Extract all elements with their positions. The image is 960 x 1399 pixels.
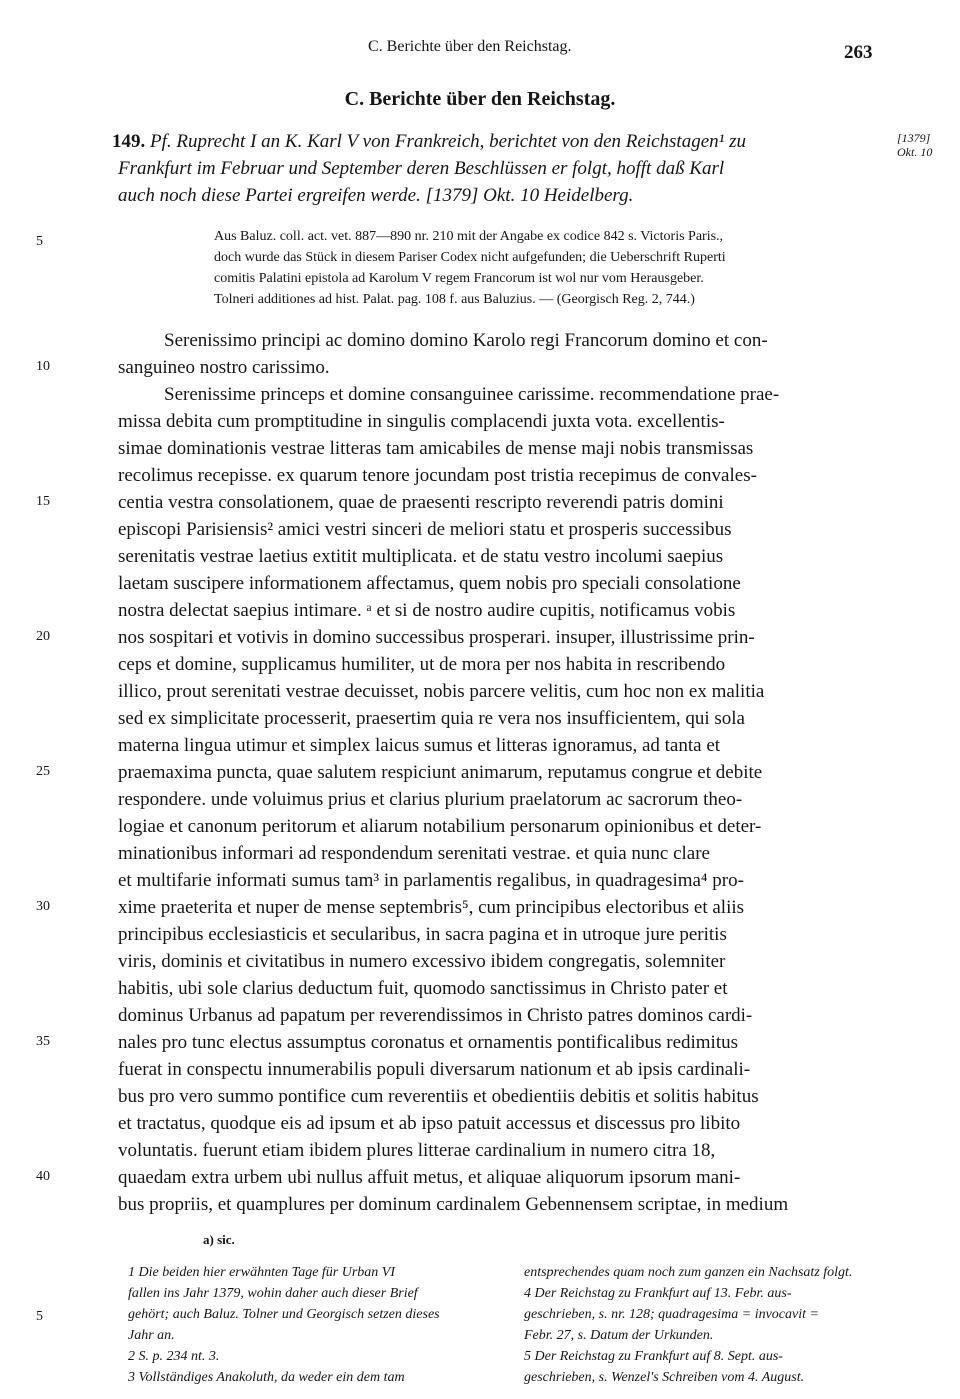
margin-date-day: Okt. 10 (897, 145, 933, 159)
footnote-line: 2 S. p. 234 nt. 3. (128, 1349, 220, 1364)
line-number: 10 (36, 359, 50, 374)
body-line: illico, prout serenitati vestrae decuisset, nobis parcere velitis, cum hoc non ex malitia (118, 681, 765, 702)
footnote-line: Febr. 27, s. Datum der Urkunden. (524, 1328, 714, 1343)
body-line: sed ex simplicitate processerit, praesertim quia re vera nos insufficientem, qui sola (118, 708, 745, 729)
footnote-line: geschrieben, s. nr. 128; quadragesima = invocavit = (524, 1307, 819, 1322)
source-note-line: Aus Baluz. coll. act. vet. 887—890 nr. 210 mit der Angabe ex codice 842 s. Victoris Paris., (214, 229, 724, 244)
body-line: quaedam extra urbem ubi nullus affuit metus, et aliquae aliquorum ipsorum mani- (118, 1167, 741, 1188)
body-line: ceps et domine, supplicamus humiliter, ut de mora per nos habita in rescribendo (118, 654, 726, 675)
body-line: respondere. unde voluimus prius et clarius plurium praelatorum ac sacrorum theo- (118, 789, 743, 810)
body-line: bus pro vero summo pontifice cum reverentiis et obedientiis debitis et solitis habitus (118, 1086, 759, 1107)
line-number: 25 (36, 764, 50, 779)
footnote-line: geschrieben, s. Wenzel's Schreiben vom 4. August. (524, 1370, 805, 1385)
source-note-line: doch wurde das Stück in diesem Pariser Codex nicht aufgefunden; die Ueberschrift Ruperti (214, 250, 726, 265)
body-line: centia vestra consolationem, quae de praesenti rescripto reverendi patris domini (118, 492, 724, 513)
line-number: 5 (36, 234, 43, 249)
footnote-line: 3 Vollständiges Anakoluth, da weder ein dem tam (128, 1370, 405, 1385)
body-line: viris, dominis et civitatibus in numero excessivo ibidem congregatis, solemniter (118, 951, 726, 972)
line-number: 15 (36, 494, 50, 509)
margin-date (897, 131, 957, 159)
body-line: materna lingua utimur et simplex laicus sumus et litteras ignoramus, ad tanta et (118, 735, 721, 756)
body-line: Serenissime princeps et domine consanguinee carissime. recommendatione prae- (164, 384, 780, 405)
footnote-line: 5 Der Reichstag zu Frankfurt auf 8. Sept. aus- (524, 1349, 783, 1364)
line-number: 30 (36, 899, 50, 914)
body-line: missa debita cum promptitudine in singulis complacendi juxta vota. excellentis- (118, 411, 725, 432)
document-number: 149. (112, 131, 146, 152)
body-line: simae dominationis vestrae litteras tam amicabiles de mense maji nobis transmissas (118, 438, 754, 459)
body-line: serenitatis vestrae laetius extitit multiplicata. et de statu vestro incolumi saepius (118, 546, 724, 567)
body-line: et multifarie informati sumus tam³ in parlamentis regalibus, in quadragesima⁴ pro- (118, 870, 744, 891)
regest-text-3: auch noch diese Partei ergreifen werde. [1379] Okt. 10 Heidelberg. (118, 185, 634, 206)
body-line: bus propriis, et quamplures per dominum cardinalem Gebennensem scriptae, in medium (118, 1194, 789, 1215)
body-line: nos sospitari et votivis in domino successibus prosperari. insuper, illustrissime prin- (118, 627, 755, 648)
body-line: principibus ecclesiasticis et secularibus, in sacra pagina et in utroque jure peritis (118, 924, 727, 945)
body-line: Serenissimo principi ac domino domino Karolo regi Francorum domino et con- (164, 330, 768, 351)
body-line: minationibus informari ad respondendum serenitati vestrae. et quia nunc clare (118, 843, 710, 864)
source-note-line: comitis Palatini epistola ad Karolum V regem Francorum ist wol nur vom Herausgeber. (214, 271, 704, 286)
regest-text-1: Pf. Ruprecht I an K. Karl V von Frankreich, berichtet von den Reichstagen¹ zu (150, 131, 746, 152)
line-number: 35 (36, 1034, 50, 1049)
body-line: sanguineo nostro carissimo. (118, 357, 330, 378)
regest-line-1 (112, 128, 892, 155)
body-line: dominus Urbanus ad papatum per reverendissimos in Christo patres dominos cardi- (118, 1005, 753, 1026)
page-number: 263 (844, 42, 873, 63)
body-line: logiae et canonum peritorum et aliarum notabilium personarum opinionibus et deter- (118, 816, 762, 837)
body-line: nostra delectat saepius intimare. ᵃ et si de nostro audire cupitis, notificamus vobis (118, 600, 736, 621)
footnote-line: 1 Die beiden hier erwähnten Tage für Urban VI (128, 1265, 396, 1280)
body-line: praemaxima puncta, quae salutem respiciunt animarum, reputamus congrue et debite (118, 762, 763, 783)
body-line: nales pro tunc electus assumptus coronatus et ornamentis pontificalibus redimitus (118, 1032, 739, 1053)
footnote-line: Jahr an. (128, 1328, 175, 1343)
regest-line-3 (118, 182, 898, 209)
body-line: fuerat in conspectu innumerabilis populi diversarum nationum et ab ipsis cardinali- (118, 1059, 751, 1080)
footnote-line: 4 Der Reichstag zu Frankfurt auf 13. Febr. aus- (524, 1286, 792, 1301)
section-title: C. Berichte über den Reichstag. (344, 88, 616, 110)
body-line: et tractatus, quodque eis ad ipsum et ab ipso patuit accessus et discessus pro libito (118, 1113, 741, 1134)
running-title: C. Berichte über den Reichstag. (368, 38, 572, 55)
body-line: episcopi Parisiensis² amici vestri sinceri de meliori statu et prosperis successibus (118, 519, 732, 540)
body-line: habitis, ubi sole clarius deductum fuit, quomodo sanctissimus in Christo pater et (118, 978, 728, 999)
body-line: laetam suscipere informationem affectamus, quem nobis pro speciali consolatione (118, 573, 741, 594)
apparatus-note: a) sic. (203, 1232, 235, 1247)
margin-date-year: [1379] (897, 131, 931, 145)
line-number: 20 (36, 629, 50, 644)
source-note-line: Tolneri additiones ad hist. Palat. pag. 108 f. aus Baluzius. — (Georgisch Reg. 2, 744.) (214, 292, 695, 307)
footnote-line: fallen ins Jahr 1379, wohin daher auch dieser Brief (128, 1286, 418, 1301)
line-number: 40 (36, 1169, 50, 1184)
footnote-line: entsprechendes quam noch zum ganzen ein Nachsatz folgt. (524, 1265, 853, 1280)
footnote-line: gehört; auch Baluz. Tolner und Georgisch setzen dieses (128, 1307, 440, 1322)
regest-text-2: Frankfurt im Februar und September deren Beschlüssen er folgt, hofft daß Karl (118, 158, 725, 179)
body-line: recolimus recepisse. ex quarum tenore jocundam post tristia recepimus de convales- (118, 465, 757, 486)
body-line: voluntatis. fuerunt etiam ibidem plures litterae cardinalium in numero citra 18, (118, 1140, 716, 1161)
body-line: xime praeterita et nuper de mense septembris⁵, cum principibus electoribus et aliis (118, 897, 745, 918)
line-number: 5 (36, 1309, 43, 1324)
regest-line-2 (118, 155, 898, 182)
